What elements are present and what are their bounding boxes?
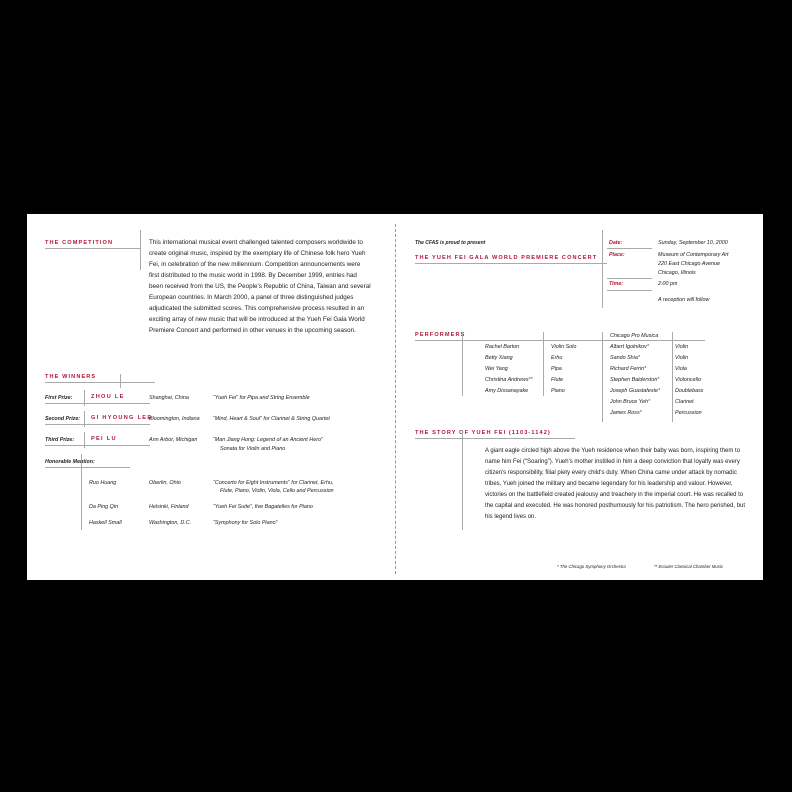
story-text: A giant eagle circled high above the Yueh residence when their baby was born, inspiring them to name him Fei (“Soaring”). Yueh's mother instilled in him a deep conviction that loyalty was every citizen's responsibility, filial piety every child's duty. When China came under attack by nomadic tribes, Yueh joined the military and became legendary for his leadership and valour. However, victories on the battlefield created jealousy and treachery in the imperial court. He was recalled to the capital and executed. He was honored posthumously for his patriotism. The hero perished, but his legend lives on. [485,448,746,520]
performer-2-instrument: Erhu [551,355,563,361]
performer-5-instrument: Piano [551,388,565,394]
musician-7-instrument: Percussion [675,410,702,416]
performer-3-name: Wei Yang [485,366,508,372]
first-prize-work: “Yueh Fei” for Pipa and String Ensemble [213,395,310,401]
footnote-mark: ** [528,377,533,383]
musician-5-name: Joseph Guastafeste [610,388,658,394]
musician-3-instrument: Viola [675,366,687,372]
musician-4 [610,377,659,383]
musician-5-instrument: Doublebass [675,388,704,394]
musician-2-instrument: Violin [675,355,689,361]
honorable-3-name: Haskell Small [89,520,122,526]
concert-heading: THE YUEH FEI GALA WORLD PREMIERE CONCERT [415,255,598,261]
date-value: Sunday, September 10, 2000 [658,240,728,246]
honorable-1-work: “Concerto for Eight Instruments” for Clarinet, Erhu, [213,480,334,486]
musician-7-name: James Ross [610,410,640,416]
musician-4-name: Stephen Balderston [610,377,658,383]
performer-4-name: Christina Andrews [485,377,529,383]
honorable-mention-label: Honorable Mention: [45,459,95,465]
presents-line: The CFAS is proud to present [415,240,486,246]
musician-1-name: Albert Igolnikov [610,344,647,350]
honorable-3-location: Washington, D.C. [149,520,192,526]
musician-3 [610,366,646,372]
footnote-mark: * [657,388,661,394]
footnote-mark: * [637,355,640,361]
honorable-3-work: “Symphony for Solo Piano” [213,520,278,526]
footnote-mark: * [657,377,660,383]
competition-text: This international musical event challenged talented composers worldwide to create original music, inspired by the exemplary life of Chinese folk hero Yueh Fei, in celebration of the new millennium. Competition announcements were first distributed to the music world in 1998. By December 1999, entries had been received from the US, the People's Republic of China, Taiwan and several European countries. In March 2000, a panel of three distinguished judges adjudicated the submitted scores. This comprehensive process resulted in an exciting array of new music that will be introduced at the Yueh Fei Gala World Premiere Concert and performed in other venues in the upcoming season. [149,239,371,334]
performer-5-name: Amy Dissanayake [485,388,529,394]
brochure-spread [27,214,763,580]
honorable-2-name: Da Ping Qin [89,504,119,510]
footnote-mark: * [644,366,647,372]
footnote-cso: * The Chicago Symphony Orchestra [557,564,626,569]
footnote-mark: * [646,344,649,350]
second-prize-location: Bloomington, Indiana [149,416,200,422]
place-line2: 220 East Chicago Avenue [658,261,721,267]
honorable-2-location: Helsinki, Finland [149,504,189,510]
time-value: 2:00 pm [658,281,678,287]
musician-5 [610,388,660,394]
footnote-mark: * [639,410,642,416]
reception-note: A reception will follow [658,297,710,303]
honorable-1-location: Oberlin, Ohio [149,480,181,486]
musician-2-name: Sando Shia [610,355,638,361]
chicago-pro-musica-title: Chicago Pro Musica [610,333,659,339]
performer-3-instrument: Pipa [551,366,562,372]
honorable-1-work-line2: Flute, Piano, Violin, Viola, Cello and Percussion [220,488,334,494]
place-line3: Chicago, Illinois [658,270,696,276]
third-prize-label: Third Prize: [45,437,75,443]
footnote-ecouter: ** Ecouter Classical Chamber Music [654,564,724,569]
center-fold [395,224,396,574]
musician-6 [610,399,650,405]
musician-3-name: Richard Ferrin [610,366,645,372]
footnote-mark: * [647,399,651,405]
third-prize-work: “Man Jiang Hong: Legend of an Ancient Hero” [213,437,323,443]
musician-6-instrument: Clarinet [675,399,694,405]
honorable-2-work: “Yueh Fei Suite”, five Bagatelles for Piano [213,504,313,510]
musician-6-name: John Bruce Yeh [610,399,648,405]
second-prize-work: “Mind, Heart & Soul” for Clarinet & String Quartet [213,416,330,422]
third-prize-name: PEI LU [91,436,117,442]
competition-heading: THE COMPETITION [45,240,114,246]
performers-heading: PERFORMERS [415,332,466,338]
performer-1-name: Rachel Barton [485,344,520,350]
third-prize-work-line2: Sonata for Violin and Piano [220,446,286,452]
musician-2 [610,355,640,361]
story-heading: THE STORY OF YUEH FEI (1103-1142) [415,430,551,436]
performer-4-instrument: Flute [551,377,563,383]
performer-2-name: Betty Xiang [485,355,513,361]
date-label: Date: [609,240,623,246]
second-prize-name: GI HYOUNG LEE [91,415,153,421]
musician-1-instrument: Violin [675,344,689,350]
performer-1-instrument: Violin Solo [551,344,577,350]
performer-4 [485,377,533,383]
third-prize-location: Ann Arbor, Michigan [149,437,198,443]
place-label: Place: [609,252,625,258]
musician-7 [610,410,642,416]
musician-4-instrument: Violoncello [675,377,701,383]
time-label: Time: [609,281,624,287]
first-prize-label: First Prize: [45,395,73,401]
second-prize-label: Second Prize: [45,416,81,422]
honorable-1-name: Ruo Huang [89,480,117,486]
musician-1 [610,344,649,350]
place-line1: Museum of Contemporary Art [658,252,729,258]
first-prize-location: Shanghai, China [149,395,189,401]
winners-heading: THE WINNERS [45,374,97,380]
first-prize-name: ZHOU LE [91,394,125,400]
